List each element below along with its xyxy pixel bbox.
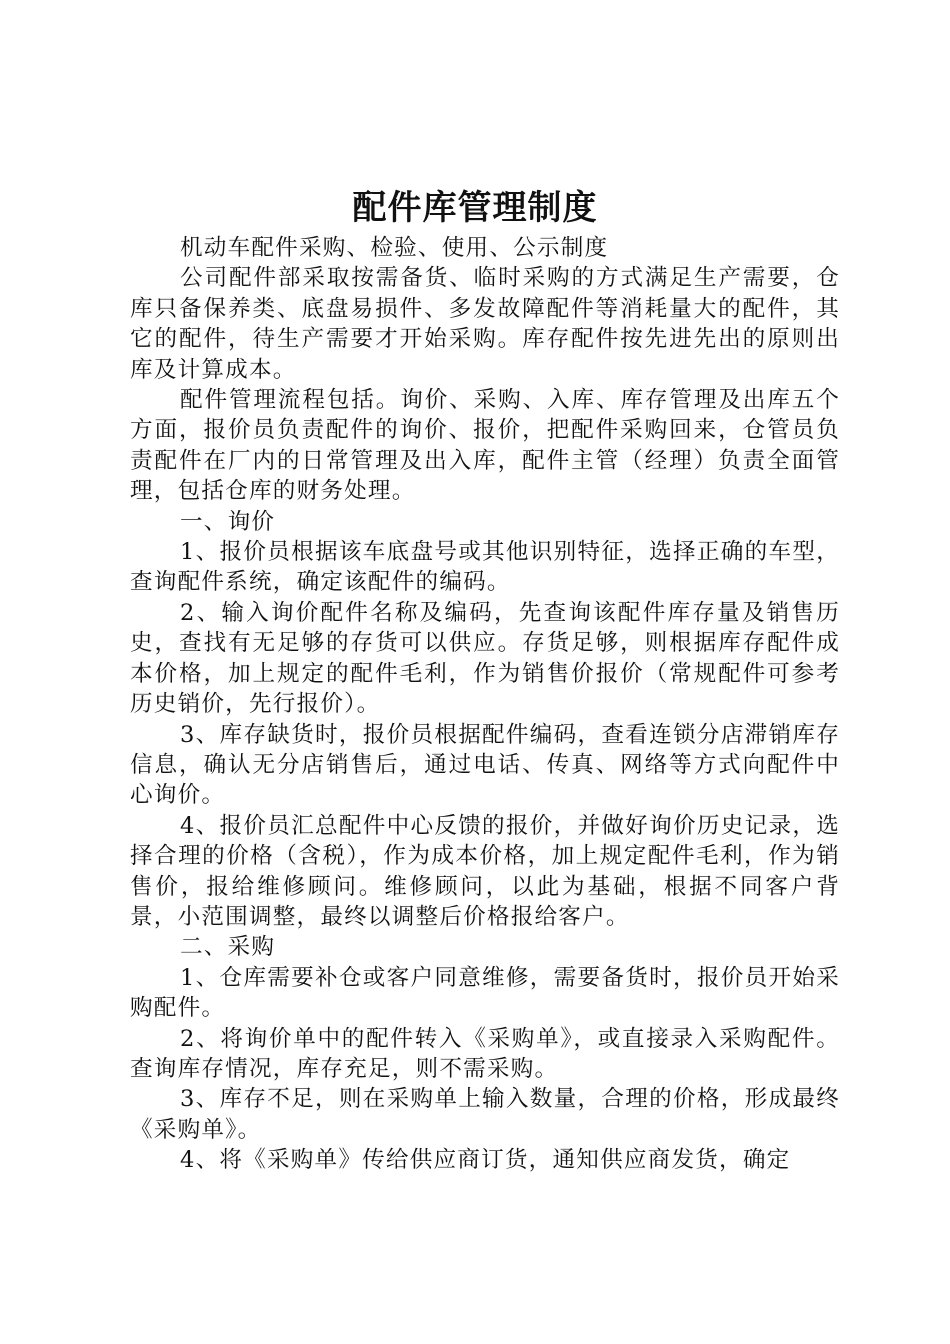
paragraph: 2、输入询价配件名称及编码，先查询该配件库存量及销售历史，查找有无足够的存货可以供应。存货足够，则根据库存配件成本价格，加上规定的配件毛利，作为销售价报价（常规配件可参考历史销价，先行报价）。 bbox=[130, 599, 840, 718]
paragraph: 4、将《采购单》传给供应商订货，通知供应商发货，确定 bbox=[180, 1147, 791, 1174]
paragraph: 4、报价员汇总配件中心反馈的报价，并做好询价历史记录，选择合理的价格（含税），作为成本价格，加上规定配件毛利，作为销售价，报给维修顾问。维修顾问，以此为基础，根据不同客户背景，小范围调整，最终以调整后价格报给客户。 bbox=[130, 812, 840, 930]
paragraph: 1、报价员根据该车底盘号或其他识别特征，选择正确的车型，查询配件系统，确定该配件的编码。 bbox=[130, 539, 840, 596]
paragraph: 3、库存缺货时，报价员根据配件编码，查看连锁分店滞销库存信息，确认无分店销售后，通过电话、传真、网络等方式向配件中心询价。 bbox=[130, 721, 840, 809]
paragraph: 1、仓库需要补仓或客户同意维修，需要备货时，报价员开始采购配件。 bbox=[130, 964, 840, 1022]
paragraph: 2、将询价单中的配件转入《采购单》，或直接录入采购配件。查询库存情况，库存充足，则不需采购。 bbox=[130, 1025, 840, 1082]
subtitle-paragraph: 机动车配件采购、检验、使用、公示制度 bbox=[180, 235, 609, 261]
paragraph: 公司配件部采取按需备货、临时采购的方式满足生产需要，仓库只备保养类、底盘易损件、多发故障配件等消耗量大的配件，其它的配件，待生产需要才开始采购。库存配件按先进先出的原则出库及计算成本。 bbox=[130, 265, 840, 383]
section-heading-inquiry: 一、询价 bbox=[180, 508, 276, 535]
section-heading-purchase: 二、采购 bbox=[180, 934, 276, 961]
paragraph: 3、库存不足，则在采购单上输入数量，合理的价格，形成最终《采购单》。 bbox=[130, 1086, 840, 1143]
paragraph: 配件管理流程包括。询价、采购、入库、库存管理及出库五个方面，报价员负责配件的询价、报价，把配件采购回来，仓管员负责配件在厂内的日常管理及出入库，配件主管（经理）负责全面管理，包括仓库的财务处理。 bbox=[130, 387, 840, 505]
document-title: 配件库管理制度 bbox=[352, 188, 598, 228]
document-body bbox=[130, 233, 840, 1176]
